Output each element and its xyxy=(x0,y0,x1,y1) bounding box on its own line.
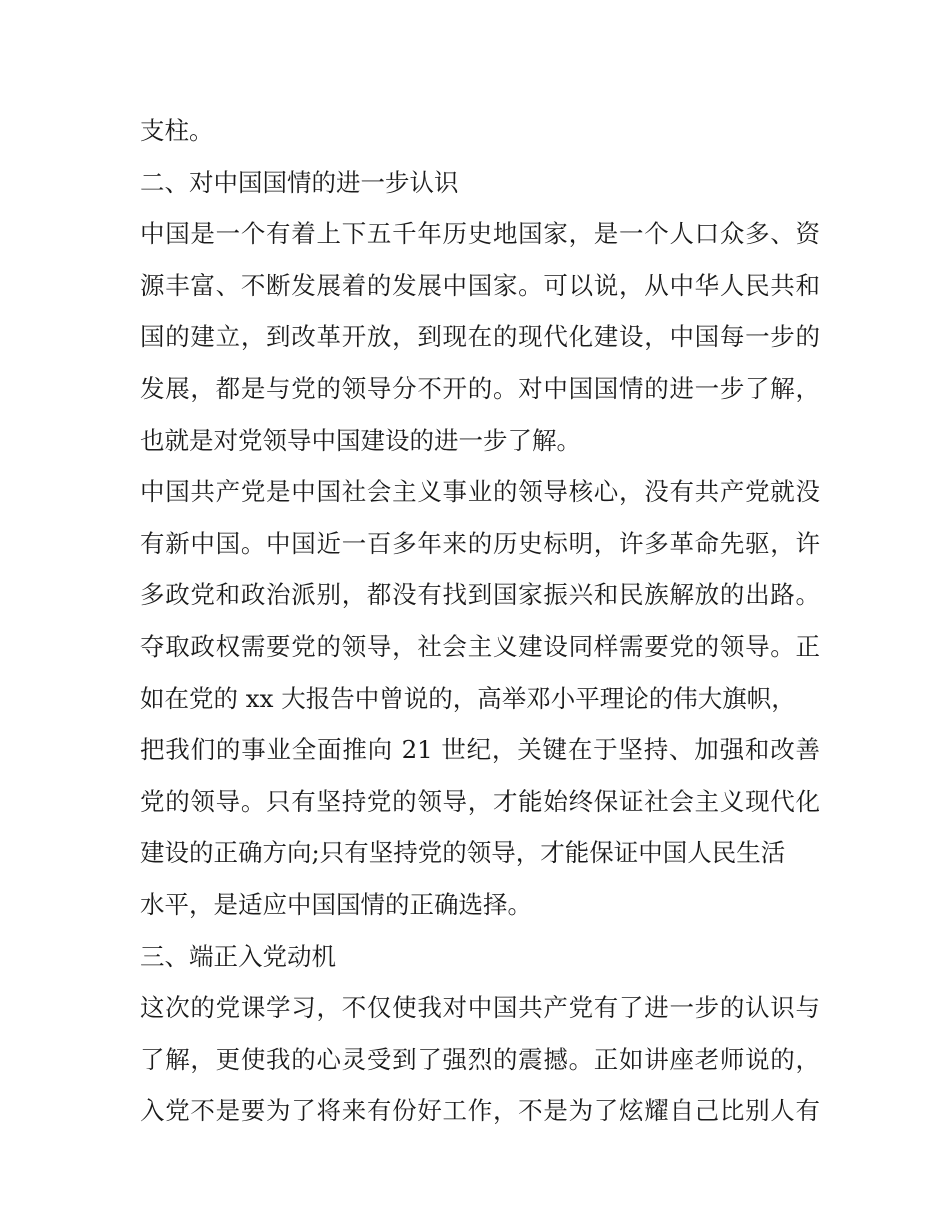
paragraph-line: 把我们的事业全面推向 21 世纪，关键在于坚持、加强和改善 xyxy=(140,735,820,765)
paragraph-line: 有新中国。中国近一百多年来的历史标明，许多革命先驱，许 xyxy=(140,528,820,558)
paragraph-line: 发展，都是与党的领导分不开的。对中国国情的进一步了解， xyxy=(140,373,820,403)
paragraph-line: 党的领导。只有坚持党的领导，才能始终保证社会主义现代化 xyxy=(140,786,820,816)
paragraph-line: 国的建立，到改革开放，到现在的现代化建设，中国每一步的 xyxy=(140,322,820,352)
section-heading: 二、对中国国情的进一步认识 xyxy=(140,167,459,197)
paragraph-line: 建设的正确方向;只有坚持党的领导，才能保证中国人民生活 xyxy=(140,838,786,868)
paragraph-line: 了解，更使我的心灵受到了强烈的震撼。正如讲座老师说的， xyxy=(140,1044,820,1074)
paragraph-line: 也就是对党领导中国建设的进一步了解。 xyxy=(140,425,581,455)
paragraph-line: 入党不是要为了将来有份好工作，不是为了炫耀自己比别人有 xyxy=(140,1096,820,1126)
document-body xyxy=(140,105,820,1137)
paragraph-line: 这次的党课学习，不仅使我对中国共产党有了进一步的认识与 xyxy=(140,993,820,1023)
paragraph-line: 夺取政权需要党的领导，社会主义建设同样需要党的领导。正 xyxy=(140,631,820,661)
paragraph-line: 如在党的 xx 大报告中曾说的，高举邓小平理论的伟大旗帜， xyxy=(140,683,796,713)
paragraph-line: 多政党和政治派别，都没有找到国家振兴和民族解放的出路。 xyxy=(140,580,820,610)
paragraph-line: 支柱。 xyxy=(140,116,214,145)
paragraph-line: 中国是一个有着上下五千年历史地国家，是一个人口众多、资 xyxy=(140,219,820,249)
paragraph-line: 水平，是适应中国国情的正确选择。 xyxy=(140,889,532,919)
section-heading: 三、端正入党动机 xyxy=(140,941,336,971)
paragraph-line: 源丰富、不断发展着的发展中国家。可以说，从中华人民共和 xyxy=(140,270,820,300)
paragraph-line: 中国共产党是中国社会主义事业的领导核心，没有共产党就没 xyxy=(140,477,820,507)
